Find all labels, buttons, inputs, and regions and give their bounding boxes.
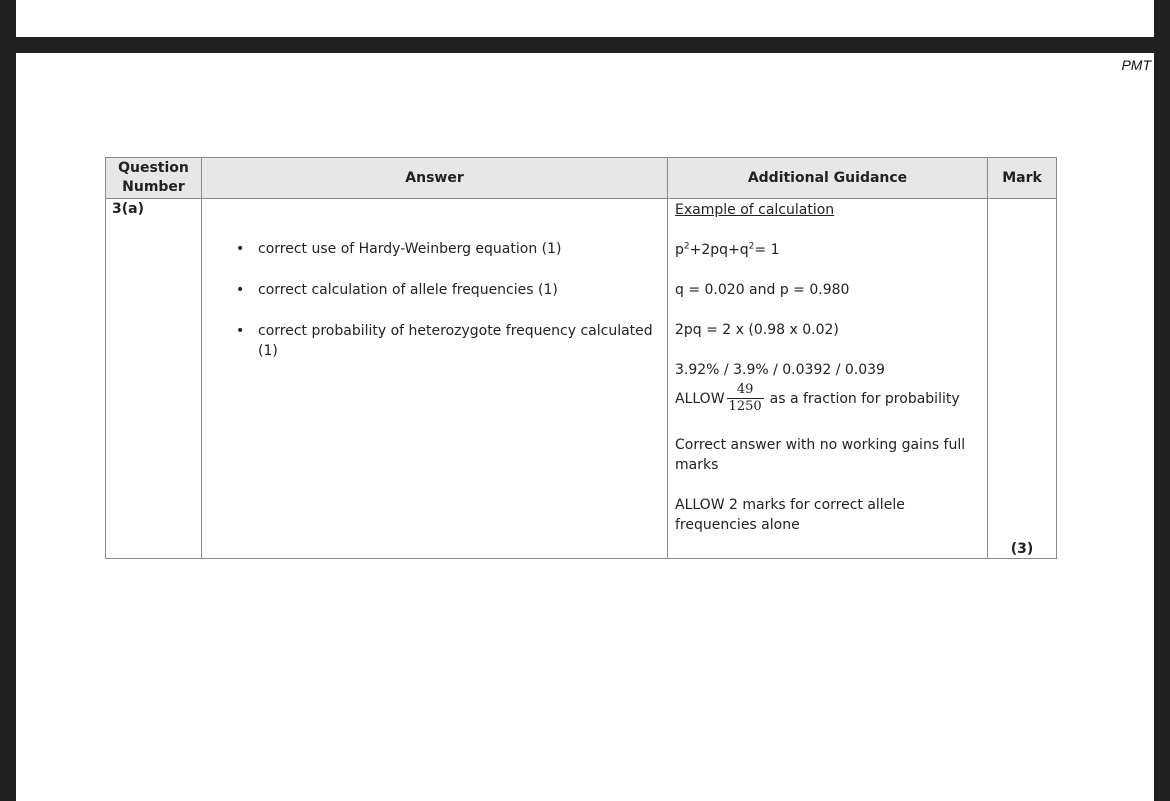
table-header-row: [106, 158, 1057, 199]
answer-text: correct probability of heterozygote frequency calculated (1): [258, 323, 653, 359]
answer-text: correct calculation of allele frequencies (1): [258, 282, 558, 298]
hardy-weinberg-equation: $p^2+2pq+q^2= 1$: [675, 241, 780, 258]
bullet-icon: •: [236, 241, 245, 257]
heterozygote-calculation: 2pq = 2 x (0.98 x 0.02): [675, 322, 839, 338]
question-number: 3(a): [106, 199, 202, 559]
answer-list: [202, 199, 667, 361]
answer-text: correct use of Hardy-Weinberg equation (1): [258, 241, 562, 257]
bullet-icon: •: [236, 282, 245, 298]
allele-frequencies: q = 0.020 and p = 0.980: [675, 282, 850, 298]
fraction-denominator: 1250: [728, 399, 762, 414]
allow-fraction-row: [675, 382, 981, 415]
result-values: 3.92% / 3.9% / 0.0392 / 0.039: [675, 362, 885, 378]
note-partial-marks: ALLOW 2 marks for correct allele frequencies alone: [675, 497, 905, 533]
guidance-cell: [668, 199, 988, 559]
list-item: [236, 239, 657, 259]
header-guidance: Additional Guidance: [668, 158, 988, 199]
example-heading: Example of calculation: [675, 202, 835, 218]
allow-prefix: ALLOW: [675, 390, 725, 407]
header-answer: Answer: [202, 158, 668, 199]
fraction-numerator: 49: [736, 382, 754, 397]
previous-page: [16, 0, 1154, 37]
pmt-watermark: PMT: [1121, 57, 1151, 73]
note-full-marks: Correct answer with no working gains full marks: [675, 437, 966, 473]
bullet-icon: •: [236, 323, 245, 339]
allow-suffix: as a fraction for probability: [769, 390, 960, 407]
list-item: [236, 321, 657, 361]
document-page: [16, 53, 1154, 801]
table-row: [106, 199, 1057, 559]
mark-scheme-table: [105, 157, 1057, 559]
answer-cell: [202, 199, 668, 559]
fraction: [727, 382, 764, 415]
mark-value: (3): [1010, 541, 1034, 557]
list-item: [236, 280, 657, 300]
mark-cell: [988, 199, 1057, 559]
header-question-number: Question Number: [106, 158, 202, 199]
header-mark: Mark: [988, 158, 1057, 199]
